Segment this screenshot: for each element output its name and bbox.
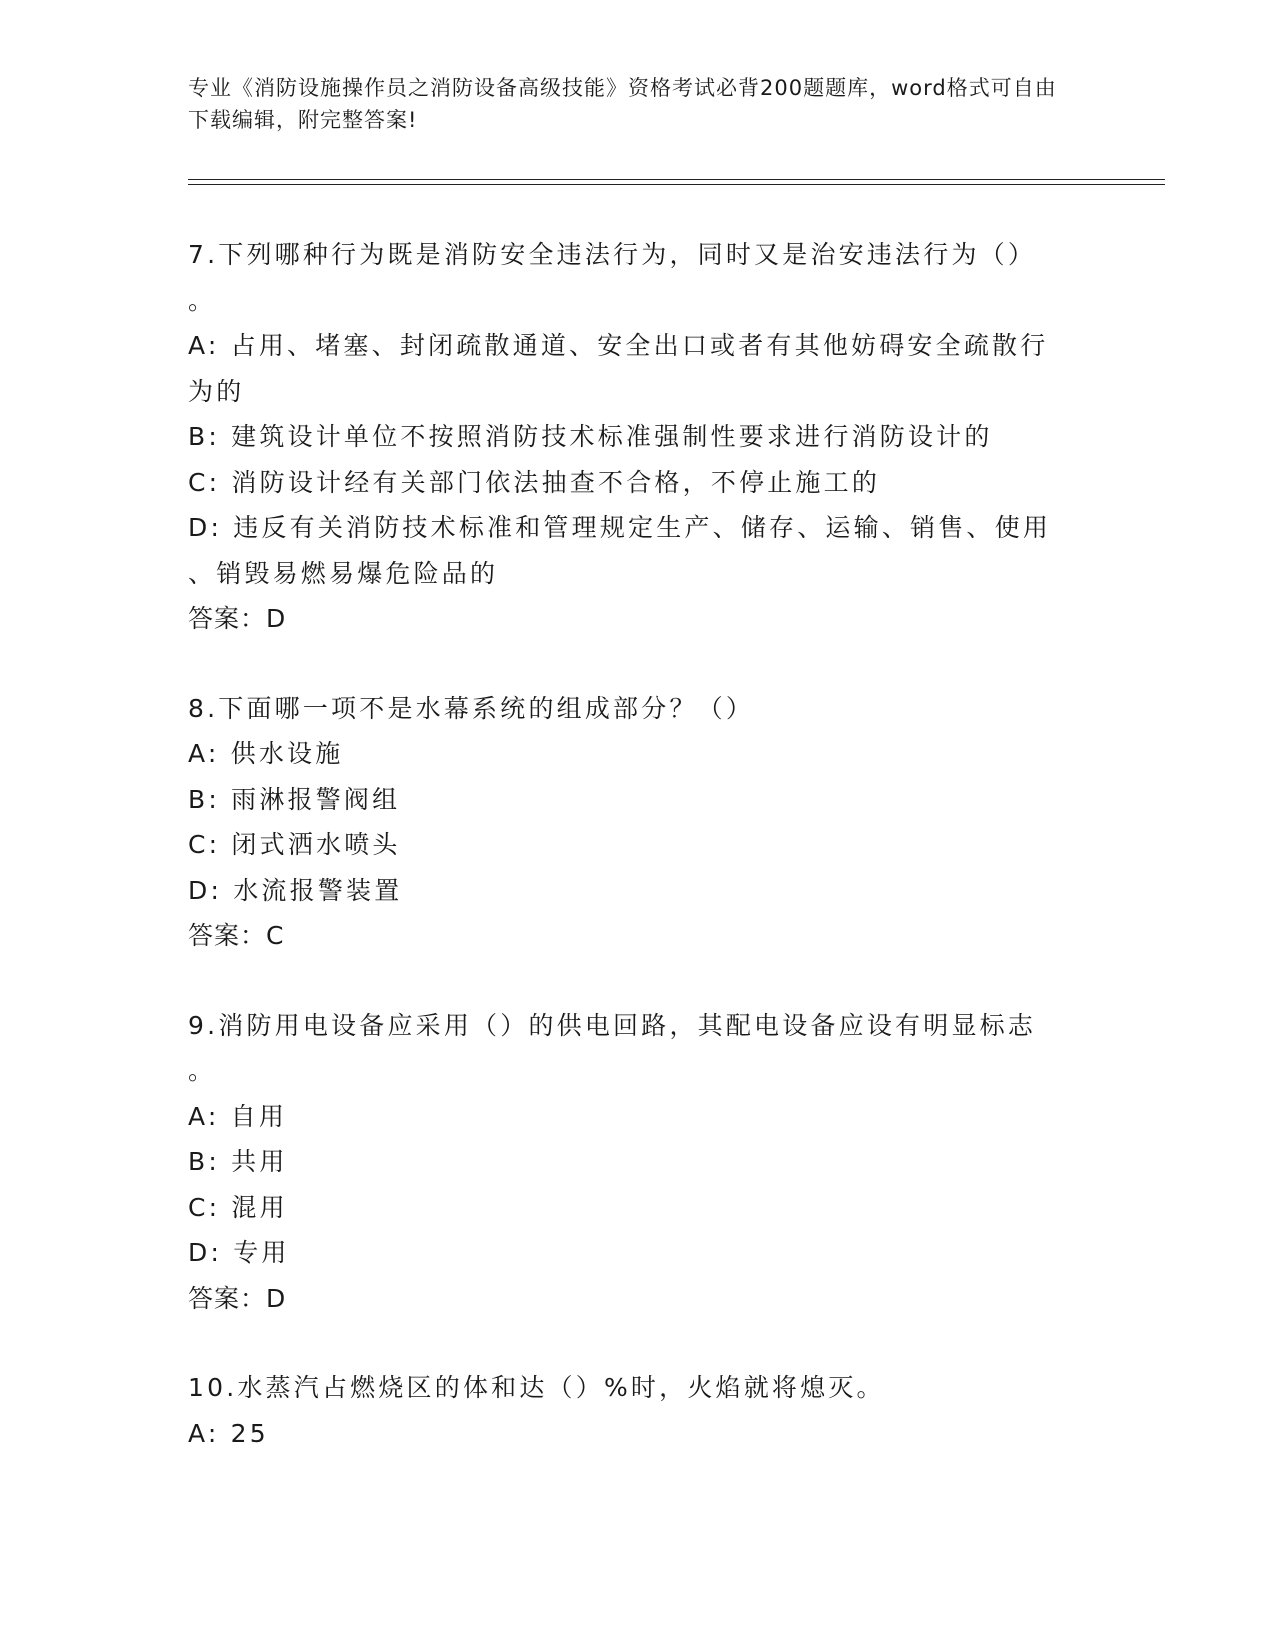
option-d-continued: 、销毁易燃易爆危险品的 [188,558,499,588]
document-header [188,72,1068,136]
answer-label: 答案：D [188,1283,287,1313]
option-d: D: 专用 [188,1238,290,1267]
option-c: C: 消防设计经有关部门依法抽查不合格，不停止施工的 [188,467,881,497]
question-stem: 8.下面哪一项不是水幕系统的组成部分？（） [188,693,755,723]
option-a: A: 25 [188,1418,269,1448]
header-divider-top [188,179,1165,180]
question-stem-tail: 。 [188,1056,217,1085]
question-stem: 9.消防用电设备应采用（）的供电回路，其配电设备应设有明显标志 [188,1010,1037,1040]
question-7 [188,232,1088,642]
question-9 [188,1003,1088,1322]
option-b: B: 共用 [188,1147,288,1176]
header-title: 专业《消防设施操作员之消防设备高级技能》资格考试必背200题题库，word格式可自由下载编辑，附完整答案! [188,76,1057,132]
option-a: A: 供水设施 [188,739,344,768]
question-stem: 10.水蒸汽占燃烧区的体和达（）%时，火焰就将熄灭。 [188,1373,885,1402]
option-b: B: 建筑设计单位不按照消防技术标准强制性要求进行消防设计的 [188,422,993,451]
option-c: C: 混用 [188,1192,288,1222]
option-a-continued: 为的 [188,376,245,406]
option-a: A: 自用 [188,1101,288,1131]
question-stem: 7.下列哪种行为既是消防安全违法行为，同时又是治安违法行为（） [188,240,1037,269]
header-divider-bottom [188,184,1165,185]
option-a: A: 占用、堵塞、封闭疏散通道、安全出口或者有其他妨碍安全疏散行 [188,331,1049,360]
answer-label: 答案：D [188,604,287,633]
question-list [188,232,1088,1500]
option-b: B: 雨淋报警阀组 [188,784,401,814]
question-10 [188,1365,1088,1456]
option-d: D: 水流报警装置 [188,875,403,905]
question-8 [188,686,1088,959]
option-d: D: 违反有关消防技术标准和管理规定生产、储存、运输、销售、使用 [188,513,1052,542]
option-c: C: 闭式洒水喷头 [188,830,401,859]
answer-label: 答案：C [188,921,285,950]
question-stem-tail: 。 [188,285,217,315]
